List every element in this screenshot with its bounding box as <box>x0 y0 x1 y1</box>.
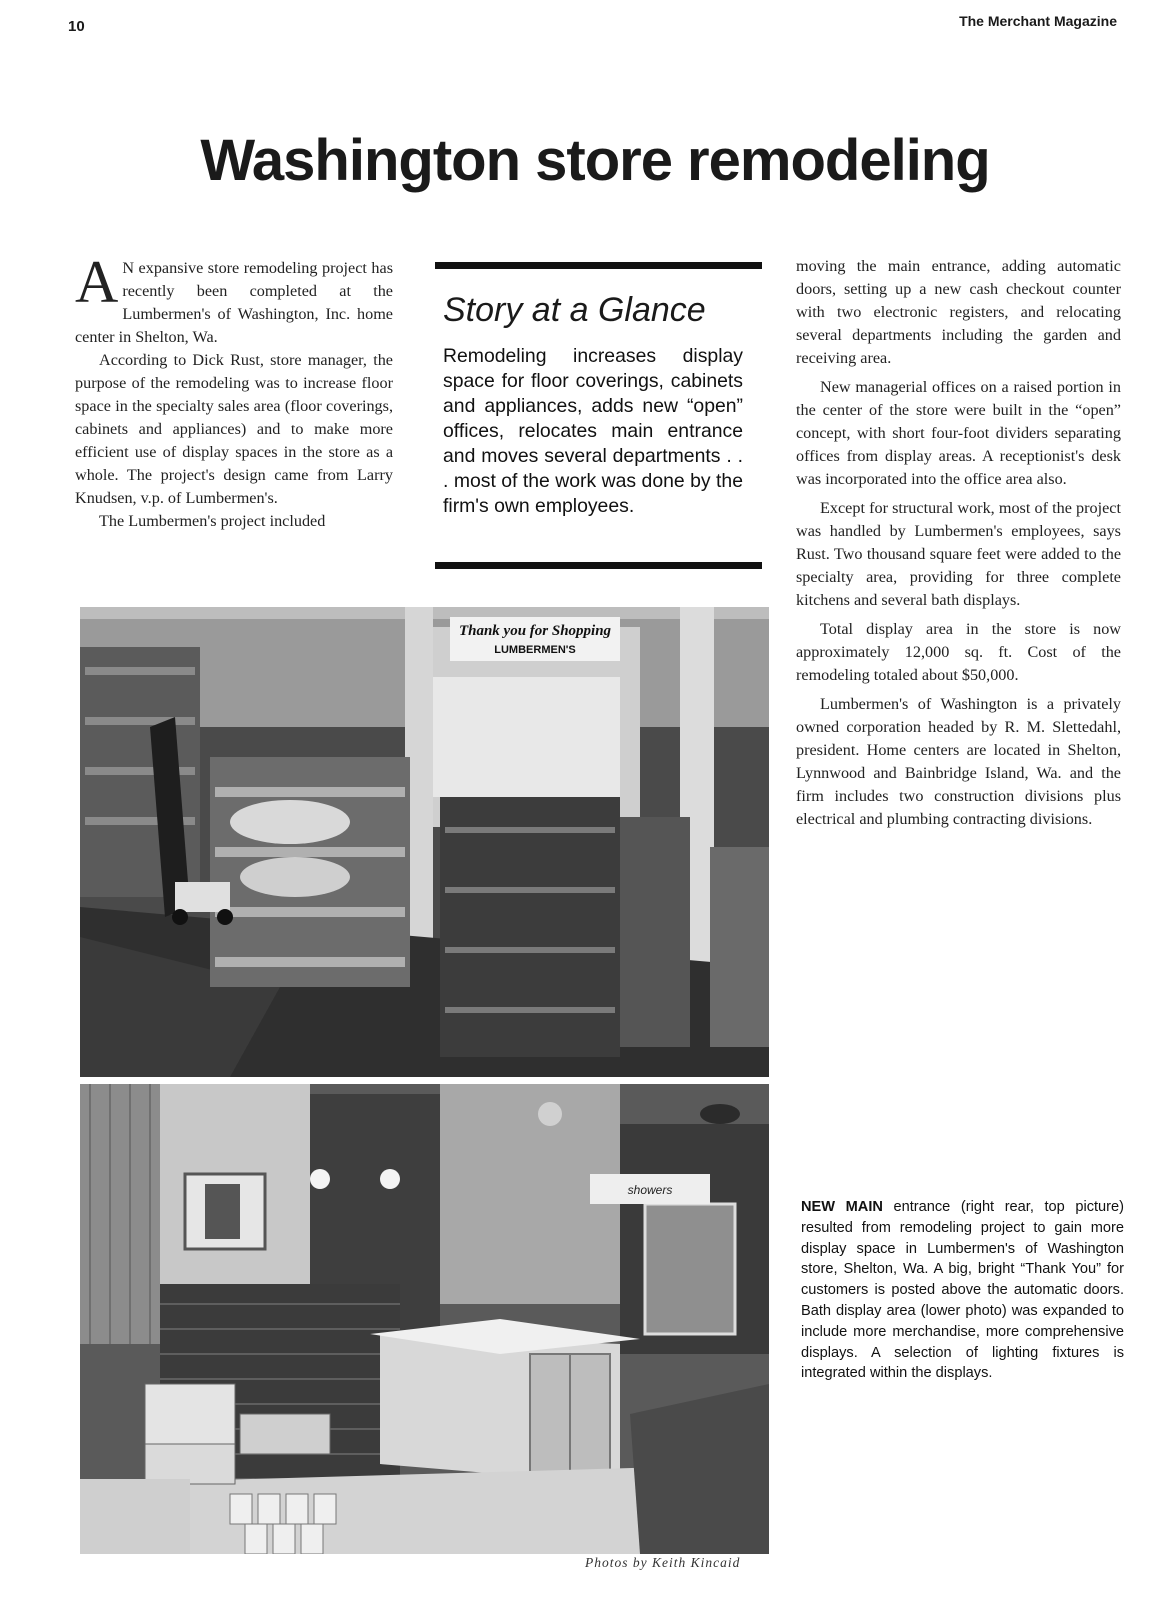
running-head: The Merchant Magazine <box>959 13 1117 29</box>
story-at-a-glance-box <box>435 262 762 572</box>
caption-text: entrance (right rear, top picture) resulted from remodeling project to gain more display space in Lumbermen's of Washington store, Shelton, Wa. A big, bright “Thank You” for customers is posted above the automatic doors. Bath display area (lower photo) was expanded to include more merchandise, more comprehensive displays. A selection of lighting fixtures is integrated within the displays. <box>801 1199 1124 1382</box>
page-number: 10 <box>68 18 85 35</box>
store-entrance-photo <box>80 607 769 1077</box>
article-paragraph: Except for structural work, most of the project was handled by Lumbermen's employees, says Rust. Two thousand square feet were added to the specialty area, providing for three complete kitchens and several bath displays. <box>796 499 1121 609</box>
article-paragraph: A N expansive store remodeling project has recently been completed at the Lumbermen's of Washington, Inc. home center in Shelton, Wa. <box>75 249 393 346</box>
article-paragraph: New managerial offices on a raised portion in the center of the store were built in the “open” concept, with short four-foot dividers separating offices from display areas. A receptionist's desk was incorporated into the office area also. <box>796 378 1121 488</box>
glance-top-rule <box>435 262 762 269</box>
article-paragraph: According to Dick Rust, store manager, the purpose of the remodeling was to increase floor space in the specialty sales area (floor coverings, cabinets and appliances) and to make more efficient use of display spaces in the store as a whole. The project's design came from Larry Knudsen, v.p. of Lumbermen's. <box>75 351 393 507</box>
showers-sign-text: showers <box>627 1183 673 1197</box>
article-headline: Washington store remodeling <box>200 128 990 193</box>
article-paragraph: moving the main entrance, adding automatic doors, setting up a new cash checkout counter with two electronic registers, and relocating several departments including the garden and receiving area. <box>796 257 1121 367</box>
lumbermens-sign-text: LUMBERMEN'S <box>494 644 576 656</box>
caption-lead: NEW MAIN <box>801 1199 883 1215</box>
glance-summary: Remodeling increases display space for floor coverings, cabinets and appliances, adds new “open” offices, relocates main entrance and moves several departments . . . most of the work was done by the firm's own employees. <box>443 345 743 517</box>
drop-cap: A <box>75 249 119 315</box>
photo-caption <box>801 1197 1124 1384</box>
article-paragraph: The Lumbermen's project included <box>99 512 326 530</box>
thank-you-sign-text: Thank you for Shopping <box>458 623 612 639</box>
article-column-3 <box>796 255 1121 831</box>
article-column-1 <box>75 249 393 533</box>
article-paragraph: Lumbermen's of Washington is a privately owned corporation headed by R. M. Slettedahl, president. Home centers are located in Shelton, Lynnwood and Bainbridge Island, Wa. and the firm includes two construction divisions plus electrical and plumbing contracting divisions. <box>796 695 1121 828</box>
bath-display-photo <box>80 1084 769 1554</box>
article-paragraph: Total display area in the store is now approximately 12,000 sq. ft. Cost of the remodeling totaled about $50,000. <box>796 620 1121 684</box>
glance-title: Story at a Glance <box>443 291 706 329</box>
photo-credit: Photos by Keith Kincaid <box>585 1555 741 1570</box>
glance-bottom-rule <box>435 562 762 569</box>
